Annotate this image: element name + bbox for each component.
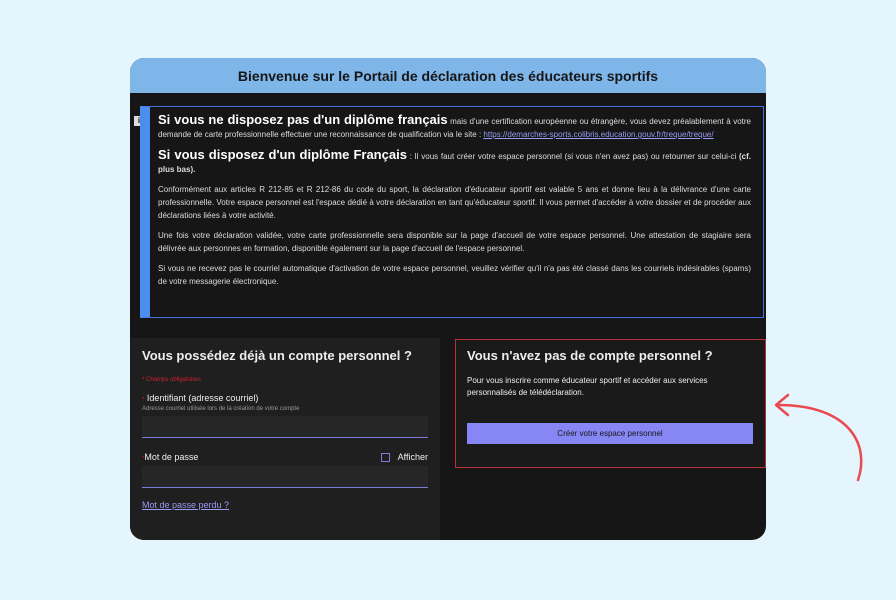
portal-card — [130, 58, 766, 540]
info-paragraph: Si vous ne recevez pas le courriel automatique d'activation de votre espace personnel, veuillez vérifier qu'il n'a pas été classé dans les courriels indésirables (spams) de votre messagerie électronique. — [158, 264, 751, 286]
info-icon: i — [134, 116, 144, 126]
info-text: : Il vous faut créer votre espace personnel (si vous n'en avez pas) ou retourner sur celui-ci — [406, 152, 739, 161]
create-account-button[interactable]: Créer votre espace personnel — [467, 423, 753, 444]
identifier-label: Identifiant (adresse courriel) — [146, 393, 259, 403]
info-strong: (cf. plus bas). — [158, 152, 751, 174]
required-star: * — [142, 456, 145, 463]
required-note: * Champs obligatoires — [142, 377, 201, 383]
treque-link[interactable]: https://demarches-sports.colibris.education.gouv.fr/treque/treque/ — [483, 130, 714, 139]
info-heading-foreign: Si vous ne disposez pas d'un diplôme français — [158, 112, 448, 127]
info-box — [140, 106, 764, 318]
info-heading-french: Si vous disposez d'un diplôme Français — [158, 147, 407, 162]
password-input[interactable] — [142, 466, 428, 488]
password-label: Mot de passe — [144, 452, 199, 463]
info-text: mais d'une certification européenne ou étrangère, vous devez préalablement à votre demande de carte professionnelle effectuer une reconnaissance de qualification via le site : — [158, 117, 751, 139]
signup-title: Vous n'avez pas de compte personnel ? — [467, 348, 713, 363]
lost-password-link[interactable]: Mot de passe perdu ? — [142, 500, 230, 511]
info-paragraph: Une fois votre déclaration validée, votre carte professionnelle sera disponible sur la page d'accueil de votre espace personnel. Une attestation de stagiaire sera délivrée aux personnes en formation, disponible également sur la page d'accueil de l'espace personnel. — [158, 231, 751, 253]
arrow-icon — [770, 385, 870, 485]
required-star: * — [142, 397, 145, 403]
identifier-input[interactable] — [142, 416, 428, 438]
login-panel — [130, 338, 440, 540]
info-paragraph: Conformément aux articles R 212-85 et R 212-86 du code du sport, la déclaration d'éducateur sportif est valable 5 ans et donne lieu à la délivrance d'une carte professionnelle. Votre espace personnel est l'espace dédié à votre déclaration en tant qu'éducateur sportif. Il vous permet d'accéder à votre dossier et de procéder aux déclarations liées à votre activité. — [158, 185, 751, 220]
checkbox[interactable] — [381, 453, 390, 462]
page-title: Bienvenue sur le Portail de déclaration des éducateurs sportifs — [130, 58, 766, 93]
signup-text: Pour vous inscrire comme éducateur sportif et accéder aux services personnalisés de télédéclaration. — [467, 376, 708, 397]
signup-panel — [455, 339, 766, 468]
show-password-toggle[interactable] — [381, 452, 428, 462]
show-label: Afficher — [397, 452, 428, 462]
identifier-hint: Adresse courriel utilisée lors de la création de votre compte — [142, 406, 300, 412]
login-title: Vous possédez déjà un compte personnel ? — [142, 348, 412, 363]
